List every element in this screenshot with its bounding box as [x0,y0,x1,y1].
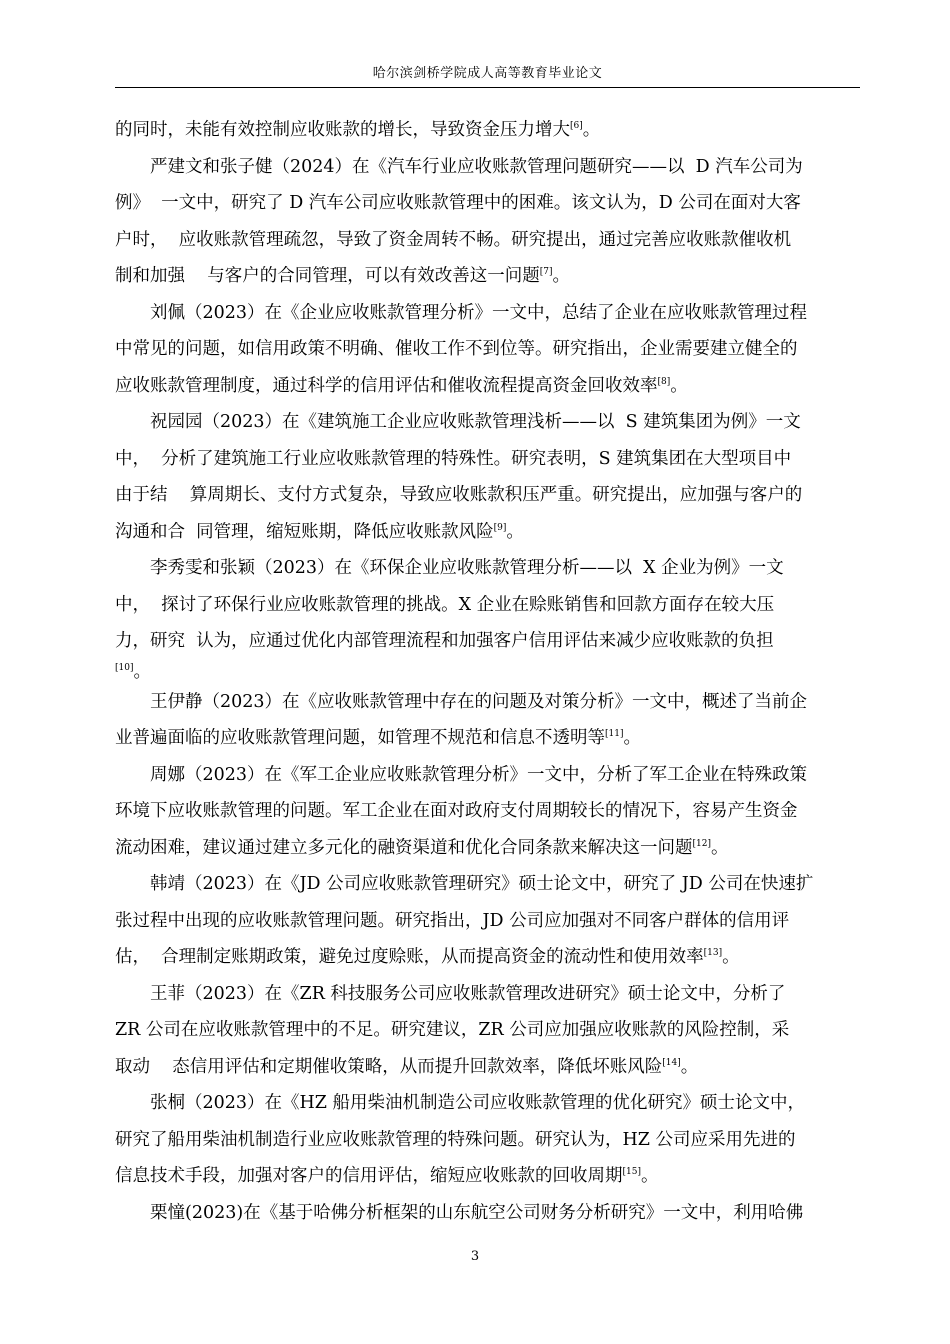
text-line: 例》 一文中，研究了 D 汽车公司应收账款管理中的困难。该文认为，D 公司在面对大客 [115,193,801,213]
citation: [12] [692,838,711,849]
text-line: 严建文和张子健（2024）在《汽车行业应收账款管理问题研究——以 D 汽车公司为 [150,156,803,177]
text-line: 环境下应收账款管理的问题。军工企业在面对政府支付周期较长的情况下，容易产生资金 [115,801,798,821]
header-divider [115,87,860,88]
text-line: 祝园园（2023）在《建筑施工企业应收账款管理浅析——以 S 建筑集团为例》一文 [150,412,801,432]
text-line: 中， 探讨了环保行业应收账款管理的挑战。X 企业在赊账销售和回款方面存在较大压 [115,594,775,615]
text-line: 取动 态信用评估和定期催收策略，从而提升回款效率，降低坏账风险[14]。 [115,1056,699,1077]
body-text [115,112,860,1231]
text-line: 周娜（2023）在《军工企业应收账款管理分析》一文中，分析了军工企业在特殊政策 [150,764,808,785]
text-line: 中， 分析了建筑施工行业应收账款管理的特殊性。研究表明，S 建筑集团在大型项目中 [115,448,792,469]
text-line: [10]。 [115,661,151,682]
page-number: 3 [470,1249,480,1264]
text-line: 研究了船用柴油机制造行业应收账款管理的特殊问题。研究认为，HZ 公司应采用先进的 [115,1129,796,1150]
text-line: 户时， 应收账款管理疏忽，导致了资金周转不畅。研究提出，通过完善应收账款催收机 [115,229,792,250]
citation: [11] [605,729,624,739]
text-line: 信息技术手段，加强对客户的信用评估，缩短应收账款的回收周期[15]。 [115,1166,659,1186]
citation: [10] [115,662,134,673]
text-line: 张过程中出现的应收账款管理问题。研究指出，JD 公司应加强对不同客户群体的信用评 [115,910,790,931]
citation: [8] [657,376,671,387]
text-line: 栗憧(2023)在《基于哈佛分析框架的山东航空公司财务分析研究》一文中，利用哈佛 [150,1202,804,1223]
citation: [6] [570,121,583,131]
citation: [7] [539,267,553,277]
text-line: 的同时，未能有效控制应收账款的增长，导致资金压力增大[6]。 [115,120,601,140]
text-line: 沟通和合 同管理，缩短账期，降低应收账款风险[9]。 [115,521,524,542]
page-header: 哈尔滨剑桥学院成人高等教育毕业论文 [372,66,603,81]
text-line: 由于结 算周期长、支付方式复杂，导致应收账款积压严重。研究提出，应加强与客户的 [115,485,803,505]
text-line: 制和加强 与客户的合同管理，可以有效改善这一问题[7]。 [115,266,570,286]
text-line: 力，研究 认为，应通过优化内部管理流程和加强客户信用评估来减少应收账款的负担 [115,631,774,651]
text-line: 韩靖（2023）在《JD 公司应收账款管理研究》硕士论文中，研究了 JD 公司在快速扩 [150,874,814,894]
text-line: 王菲（2023）在《ZR 科技服务公司应收账款管理改进研究》硕士论文中，分析了 [150,983,786,1004]
text-line: 中常见的问题，如信用政策不明确、催收工作不到位等。研究指出，企业需要建立健全的 [115,339,798,359]
text-line: 业普遍面临的应收账款管理问题，如管理不规范和信息不透明等[11]。 [115,728,641,748]
text-line: 应收账款管理制度，通过科学的信用评估和催收流程提高资金回收效率[8]。 [115,375,688,396]
text-line: 张桐（2023）在《HZ 船用柴油机制造公司应收账款管理的优化研究》硕士论文中， [150,1093,806,1113]
citation: [15] [622,1167,641,1177]
citation: [13] [703,948,723,958]
text-line: 王伊静（2023）在《应收账款管理中存在的问题及对策分析》一文中，概述了当前企 [150,691,808,712]
text-line: 估， 合理制定账期政策，避免过度赊账，从而提高资金的流动性和使用效率[13]。 [115,947,740,967]
text-line: 李秀雯和张颖（2023）在《环保企业应收账款管理分析——以 X 企业为例》一文 [150,558,784,578]
text-line: ZR 公司在应收账款管理中的不足。研究建议，ZR 公司应加强应收账款的风险控制，采 [115,1020,790,1040]
citation: [14] [662,1057,681,1068]
citation: [9] [493,522,507,533]
text-line: 刘佩（2023）在《企业应收账款管理分析》一文中，总结了企业在应收账款管理过程 [150,302,808,323]
text-line: 流动困难，建议通过建立多元化的融资渠道和优化合同条款来解决这一问题[12]。 [115,837,729,858]
